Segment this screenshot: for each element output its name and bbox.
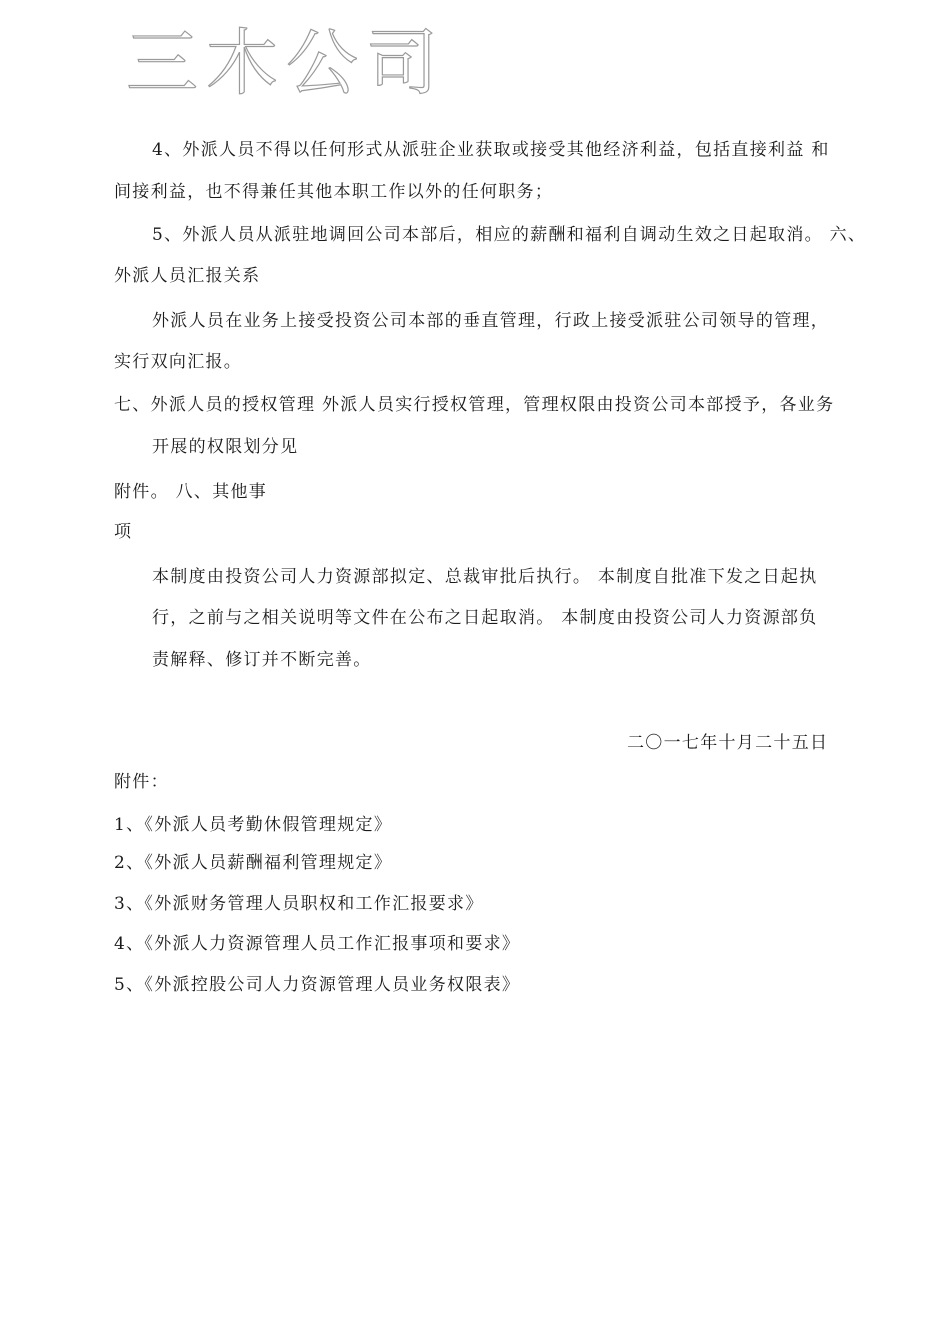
clause-4-line-2: 间接利益，也不得兼任其他本职工作以外的任何职务； [114, 182, 554, 202]
clause-5-line-1: 5、外派人员从派驻地调回公司本部后，相应的薪酬和福利自调动生效之日起取消。 六、 [152, 225, 867, 245]
section-8-line-2: 项 [114, 522, 133, 542]
other-matters-line-1: 本制度由投资公司人力资源部拟定、总裁审批后执行。 本制度自批准下发之日起执 [152, 567, 818, 587]
other-matters-line-2: 行，之前与之相关说明等文件在公布之日起取消。 本制度由投资公司人力资源部负 [152, 608, 818, 628]
other-matters-line-3: 责解释、修订并不断完善。 [152, 650, 372, 670]
company-watermark: 三木公司 [126, 21, 447, 105]
reporting-line-2: 实行双向汇报。 [114, 352, 243, 372]
attachment-item: 1、《外派人员考勤休假管理规定》 [114, 815, 393, 835]
reporting-line-1: 外派人员在业务上接受投资公司本部的垂直管理，行政上接受派驻公司领导的管理， [152, 311, 830, 331]
section-8-line-1: 附件。 八、其他事 [114, 482, 268, 502]
clause-4-line-1: 4、外派人员不得以任何形式从派驻企业获取或接受其他经济利益，包括直接利益 和 [152, 140, 830, 160]
attachment-item: 5、《外派控股公司人力资源管理人员业务权限表》 [114, 975, 521, 995]
attachment-item: 4、《外派人力资源管理人员工作汇报事项和要求》 [114, 934, 521, 954]
attachment-item: 3、《外派财务管理人员职权和工作汇报要求》 [114, 894, 484, 914]
attachment-item: 2、《外派人员薪酬福利管理规定》 [114, 853, 393, 873]
clause-5-line-2: 外派人员汇报关系 [114, 266, 261, 286]
section-7-line-1: 七、外派人员的授权管理 外派人员实行授权管理，管理权限由投资公司本部授予，各业务 [114, 395, 835, 415]
section-7-line-2: 开展的权限划分见 [152, 437, 299, 457]
attachments-heading: 附件： [114, 772, 169, 792]
document-date: 二〇一七年十月二十五日 [627, 733, 829, 753]
